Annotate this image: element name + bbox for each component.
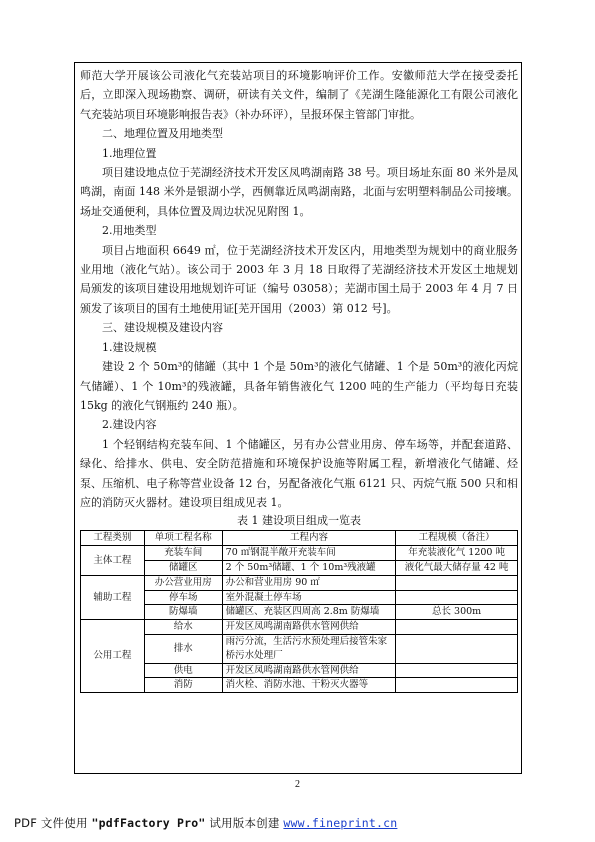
paragraph: 项目占地面积 6649 ㎡，位于芜湖经济技术开发区内，用地类型为规划中的商业服务业用地（液化气站）。该公司于 2003 年 3 月 18 日取得了芜湖经济技术开发区土地规划局颁发的该项目建设用地规划许可证（编号 03058）；芜湖市国土局于 2003 年 4 月 7 日颁发了该项目的国有土地使用证[芜开国用（2003）第 012 号]。 xyxy=(80,243,518,315)
scale-cell xyxy=(396,575,518,590)
content-cell: 雨污分流，生活污水预处理后接管朱家桥污水处理厂 xyxy=(222,634,396,663)
header-category: 工程类别 xyxy=(81,531,145,546)
header-item: 单项工程名称 xyxy=(144,531,222,546)
content-cell: 室外混凝土停车场 xyxy=(222,590,396,605)
item-cell: 排水 xyxy=(144,634,222,663)
footer-product: "pdfFactory Pro" xyxy=(91,816,206,830)
paragraph: 项目建设地点位于芜湖经济技术开发区凤鸣湖南路 38 号。项目场址东面 80 米外是凤鸣湖，南面 148 米外是银湖小学，西侧靠近凤鸣湖南路，北面与宏明塑料制品公司接壤。场址交通便利，具体位置及周边状况见附图 1。 xyxy=(80,166,518,218)
item-cell: 供电 xyxy=(144,663,222,678)
scale-cell: 总长 300m xyxy=(396,605,518,620)
category-cell: 公用工程 xyxy=(81,620,145,693)
paragraph: 建设 2 个 50m³的储罐（其中 1 个是 50m³的液化气储罐、1 个是 50m³的液化丙烷气储罐）、1 个 10m³的残液罐，具备年销售液化气 1200 吨的生产能力（平均每日充装 15kg 的液化气钢瓶约 240 瓶）。 xyxy=(80,360,518,412)
table-row xyxy=(81,605,518,620)
scale-cell: 年充装液化气 1200 吨 xyxy=(396,546,518,561)
header-scale: 工程规模（备注） xyxy=(396,531,518,546)
table-row xyxy=(81,575,518,590)
table-row xyxy=(81,620,518,635)
table-row xyxy=(81,546,518,561)
item-cell: 充装车间 xyxy=(144,546,222,561)
scale-cell xyxy=(396,634,518,663)
paragraph: 2.建设内容 xyxy=(102,418,157,432)
item-cell: 储罐区 xyxy=(144,560,222,575)
table-header-row xyxy=(81,531,518,546)
content-cell: 办公和营业用房 90 ㎡ xyxy=(222,575,396,590)
scale-cell xyxy=(396,620,518,635)
paragraph: 2.用地类型 xyxy=(102,224,157,238)
table-caption: 表 1 建设项目组成一览表 xyxy=(237,514,361,528)
paragraph: 1 个轻钢结构充装车间、1 个储罐区，另有办公营业用房、停车场等，并配套道路、绿化、给排水、供电、安全防范措施和环境保护设施等附属工程，新增液化气储罐、烃泵、压缩机、电子称等营业设备 12 台，另配备液化气瓶 6121 只、丙烷气瓶 500 只和相应的消防灭火器材。建设项目组成见表 1。 xyxy=(80,437,518,509)
content-cell: 消火栓、消防水池、干粉灭火器等 xyxy=(222,678,396,693)
scale-cell xyxy=(396,678,518,693)
item-cell: 办公营业用房 xyxy=(144,575,222,590)
item-cell: 消防 xyxy=(144,678,222,693)
paragraph: 二、地理位置及用地类型 xyxy=(102,127,223,141)
paragraph: 1.建设规模 xyxy=(102,340,157,354)
scale-cell xyxy=(396,590,518,605)
item-cell: 停车场 xyxy=(144,590,222,605)
scale-cell: 液化气最大储存量 42 吨 xyxy=(396,560,518,575)
category-cell: 辅助工程 xyxy=(81,575,145,619)
table-row xyxy=(81,560,518,575)
category-cell: 主体工程 xyxy=(81,546,145,576)
content-cell: 70 ㎡钢混半敞开充装车间 xyxy=(222,546,396,561)
paragraph-list xyxy=(80,66,518,512)
content-cell: 2 个 50m³储罐、1 个 10m³残液罐 xyxy=(222,560,396,575)
item-cell: 防爆墙 xyxy=(144,605,222,620)
table-row xyxy=(81,634,518,663)
pdf-footer xyxy=(14,815,397,831)
item-cell: 给水 xyxy=(144,620,222,635)
table-row xyxy=(81,663,518,678)
page-number: 2 xyxy=(295,779,300,790)
header-content: 工程内容 xyxy=(222,531,396,546)
scale-cell xyxy=(396,663,518,678)
table-row xyxy=(81,590,518,605)
content-cell: 开发区凤鸣湖南路供水管网供给 xyxy=(222,620,396,635)
paragraph: 1.地理位置 xyxy=(102,146,157,160)
document-body xyxy=(80,66,518,693)
project-composition-table xyxy=(80,530,518,693)
paragraph: 三、建设规模及建设内容 xyxy=(102,321,223,335)
footer-middle: 试用版本创建 xyxy=(205,816,284,830)
content-cell: 开发区凤鸣湖南路供水管网供给 xyxy=(222,663,396,678)
content-cell: 储罐区、充装区四周高 2.8m 防爆墙 xyxy=(222,605,396,620)
paragraph: 师范大学开展该公司液化气充装站项目的环境影响评价工作。安徽师范大学在接受委托后，立即深入现场勘察、调研，研读有关文件，编制了《芜湖生隆能源化工有限公司液化气充装站项目环境影响报告表》（补办环评），呈报环保主管部门审批。 xyxy=(80,69,518,121)
footer-prefix: PDF 文件使用 xyxy=(14,816,92,830)
footer-link[interactable]: www.fineprint.cn xyxy=(283,816,398,830)
table-row xyxy=(81,678,518,693)
